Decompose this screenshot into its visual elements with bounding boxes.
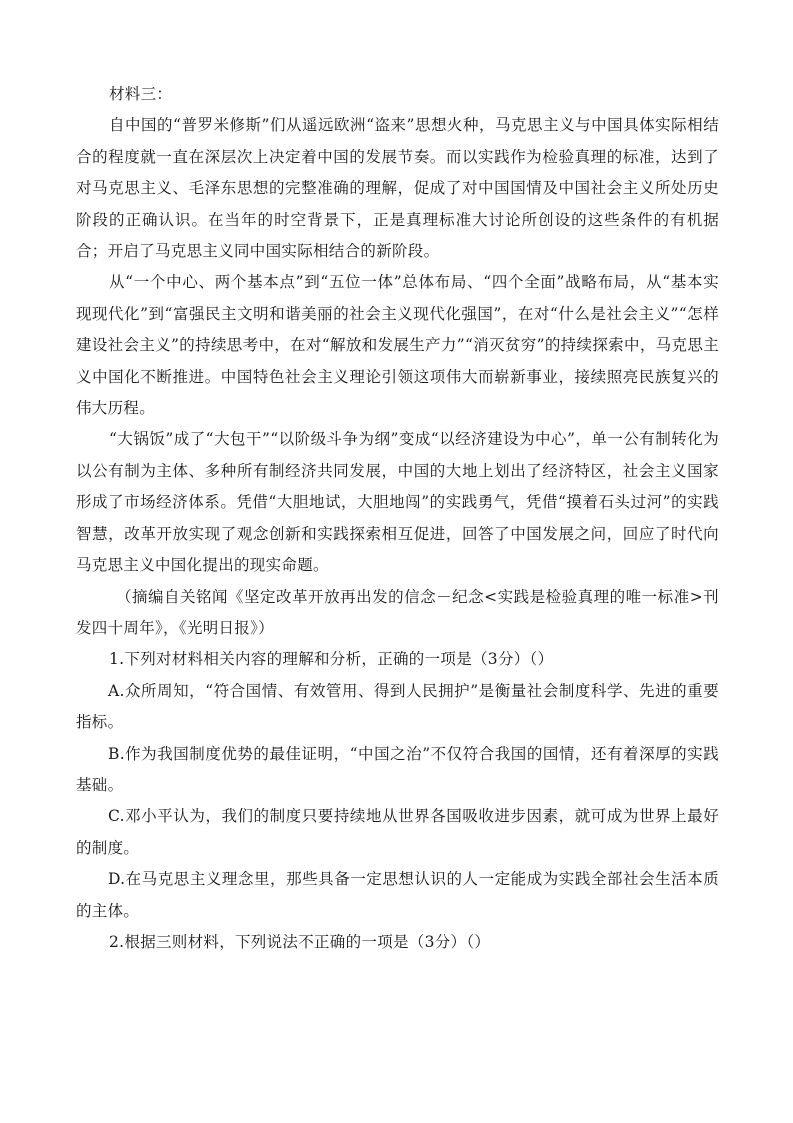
section-heading: 材料三： bbox=[109, 85, 173, 103]
question-1-option-d: D.在马克思主义理念里，那些具备一定思想认识的人一定能成为实践全部社会生活本质的主体。 bbox=[76, 870, 719, 920]
question-1-option-a: A.众所周知，“符合国情、有效管用、得到人民拥护”是衡量社会制度科学、先进的重要指标。 bbox=[76, 681, 719, 732]
paragraph-2: 从“一个中心、两个基本点”到“五位一体”总体布局、“四个全面”战略布局，从“基本实现现代化”到“富强民主文明和谐美丽的社会主义现代化强国”，在对“什么是社会主义”“怎样建设社会主义”的持续思考中，在对“解放和发展生产力”“消灭贫穷”的持续探索中，马克思主义中国化不断推进。中国特色社会主义理论引领这项伟大而崭新事业，接续照亮民族复兴的伟大历程。 bbox=[76, 273, 719, 418]
question-1-option-b: B.作为我国制度优势的最佳证明，“中国之治”不仅符合我国的国情，还有着深厚的实践基础。 bbox=[76, 744, 719, 794]
citation: （摘编自关铭闻《坚定改革开放再出发的信念－纪念<实践是检验真理的唯一标准>刊发四十周年》，《光明日报》） bbox=[76, 587, 719, 637]
document-body bbox=[76, 79, 719, 958]
question-2-stem: 2.根据三则材料，下列说法不正确的一项是（3分）（） bbox=[109, 932, 491, 951]
paragraph-1: 自中国的“普罗米修斯”们从遥远欧洲“盗来”思想火种，马克思主义与中国具体实际相结合的程度就一直在深层次上决定着中国的发展节奏。而以实践作为检验真理的标准，达到了对马克思主义、毛泽东思想的完整准确的理解，促成了对中国国情及中国社会主义所处历史阶段的正确认识。在当年的时空背景下，正是真理标准大讨论所创设的这些条件的有机据合；开启了马克思主义同中国实际相结合的新阶段。 bbox=[76, 116, 719, 261]
question-1-stem: 1.下列对材料相关内容的理解和分析，正确的一项是（3分）（） bbox=[109, 650, 554, 669]
question-1-option-c: C.邓小平认为，我们的制度只要持续地从世界各国吸收进步因素，就可成为世界上最好的制度。 bbox=[76, 807, 719, 857]
paragraph-3: “大锅饭”成了“大包干”“以阶级斗争为纲”变成“以经济建设为中心”，单一公有制转化为以公有制为主体、多种所有制经济共同发展，中国的大地上划出了经济特区，社会主义国家形成了市场经济体系。凭借“大胆地试，大胆地闯”的实践勇气，凭借“摸着石头过河”的实践智慧，改革开放实现了观念创新和实践探索相互促进，回答了中国发展之问，回应了时代向马克思主义中国化提出的现实命题。 bbox=[76, 430, 719, 575]
